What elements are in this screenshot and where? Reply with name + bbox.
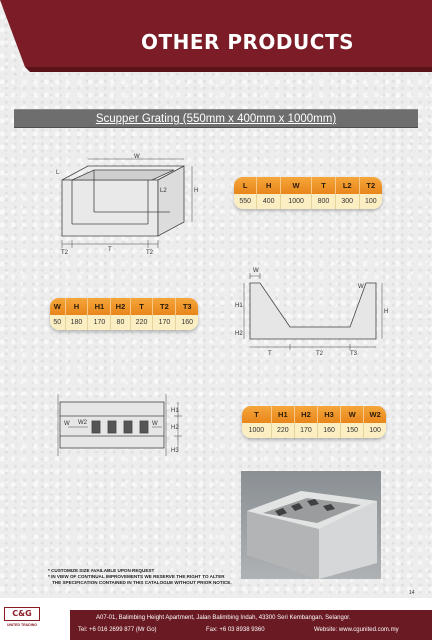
dimension-table-2 [50, 298, 198, 330]
table-row [234, 194, 382, 209]
table-header-cell: T3 [176, 298, 198, 315]
table-header-row [234, 177, 382, 194]
table-cell: 170 [153, 315, 176, 330]
table-cell: 550 [234, 194, 257, 209]
table-header-cell: H2 [294, 406, 317, 423]
table-header-cell: H [257, 177, 281, 194]
note-line: * CUSTOMIZE SIZE AVAILABLE UPON REQUEST [48, 568, 155, 573]
table-header-cell: T2 [359, 177, 382, 194]
table-row [50, 315, 198, 330]
note-line: THE SPECIFICATION CONTAINED IN THIS CATALOGUE WITHOUT PRIOR NOTICE. [52, 580, 232, 585]
dim-label-h1: H1 [171, 408, 179, 414]
dimension-table-3 [242, 406, 386, 438]
table-header-cell: W [50, 298, 65, 315]
product-photo [241, 471, 381, 579]
table-header-cell: T [312, 177, 336, 194]
notes-block [48, 568, 232, 586]
dim-label-w: W [358, 284, 364, 290]
table-header-cell: W [281, 177, 312, 194]
dim-label-w: W [134, 154, 140, 160]
footer-fax: Fax: +6 03 8938 9360 [206, 627, 265, 633]
table-header-cell: L [234, 177, 257, 194]
table-row [242, 423, 386, 438]
footer-tel: Tel: +6 016 2699 877 (Mr Go) [78, 627, 157, 633]
table-header-cell: H1 [88, 298, 111, 315]
dim-label-t2-right: T2 [146, 250, 154, 256]
table-1-wrap [234, 177, 382, 209]
dim-label-w-left: W [64, 421, 70, 427]
footer [0, 598, 432, 640]
company-logo: C&G [4, 607, 40, 621]
table-cell: 1000 [281, 194, 312, 209]
page-number: 14 [409, 590, 415, 596]
dim-label-t2: T2 [61, 250, 69, 256]
table-header-cell: T [242, 406, 271, 423]
table-cell: 80 [111, 315, 130, 330]
dim-label-w-top: W [253, 268, 259, 274]
table-header-cell: W [341, 406, 364, 423]
dim-label-t3: T3 [350, 351, 358, 357]
section-banner [14, 109, 418, 128]
footer-website[interactable]: Website: www.cgunited.com.my [314, 627, 399, 633]
dim-label-t: T [108, 247, 112, 253]
dim-label-h2: H2 [171, 425, 179, 431]
dim-label-h: H [194, 188, 199, 194]
table-cell: 160 [318, 423, 341, 438]
dimension-table-1 [234, 177, 382, 209]
page-title: OTHER PRODUCTS [140, 30, 354, 54]
dim-label-t: T [268, 351, 272, 357]
table-header-cell: H2 [111, 298, 130, 315]
footer-address: A07-01, Balimbing Height Apartment, Jalan Balimbing Indah, 43300 Seri Kembangan, Selangor. [96, 615, 351, 621]
table-header-cell: W2 [364, 406, 386, 423]
dim-label-h3: H3 [171, 448, 179, 454]
table-cell: 100 [364, 423, 386, 438]
table-cell: 220 [271, 423, 294, 438]
dim-label-h1: H1 [235, 303, 243, 309]
table-3-wrap [242, 406, 386, 438]
table-header-cell: H1 [271, 406, 294, 423]
table-cell: 220 [130, 315, 153, 330]
section-title: Scupper Grating (550mm x 400mm x 1000mm) [95, 113, 337, 125]
table-header-cell: L2 [335, 177, 359, 194]
dim-label-h2: H2 [235, 331, 243, 337]
diagram-cross-section [232, 267, 392, 363]
dim-label-t2: T2 [316, 351, 324, 357]
table-header-cell: T2 [153, 298, 176, 315]
company-logo-subtitle: UNITED TRADING [7, 623, 37, 627]
table-cell: 1000 [242, 423, 271, 438]
table-cell: 180 [65, 315, 88, 330]
dim-label-w-right: W [152, 421, 158, 427]
table-header-row [242, 406, 386, 423]
table-cell: 50 [50, 315, 65, 330]
table-2-wrap [50, 298, 198, 330]
table-header-cell: H [65, 298, 88, 315]
footer-contact-bar [70, 610, 432, 640]
concrete-block-image [241, 471, 381, 579]
dim-label-h: H [384, 309, 389, 315]
table-cell: 150 [341, 423, 364, 438]
table-header-row [50, 298, 198, 315]
table-cell: 800 [312, 194, 336, 209]
table-cell: 300 [335, 194, 359, 209]
table-header-cell: H3 [318, 406, 341, 423]
table-header-cell: T [130, 298, 153, 315]
diagram-isometric-channel [42, 152, 202, 256]
table-cell: 160 [176, 315, 198, 330]
dim-label-l2: L2 [160, 188, 167, 194]
table-cell: 170 [294, 423, 317, 438]
table-cell: 400 [257, 194, 281, 209]
table-cell: 100 [359, 194, 382, 209]
table-cell: 170 [88, 315, 111, 330]
diagram-top-view [40, 390, 190, 464]
note-line: * IN VIEW OF CONTINUAL IMPROVEMENTS WE RESERVE THE RIGHT TO ALTER [48, 574, 225, 579]
dim-label-l: L [56, 170, 60, 176]
dim-label-w2: W2 [78, 420, 87, 426]
